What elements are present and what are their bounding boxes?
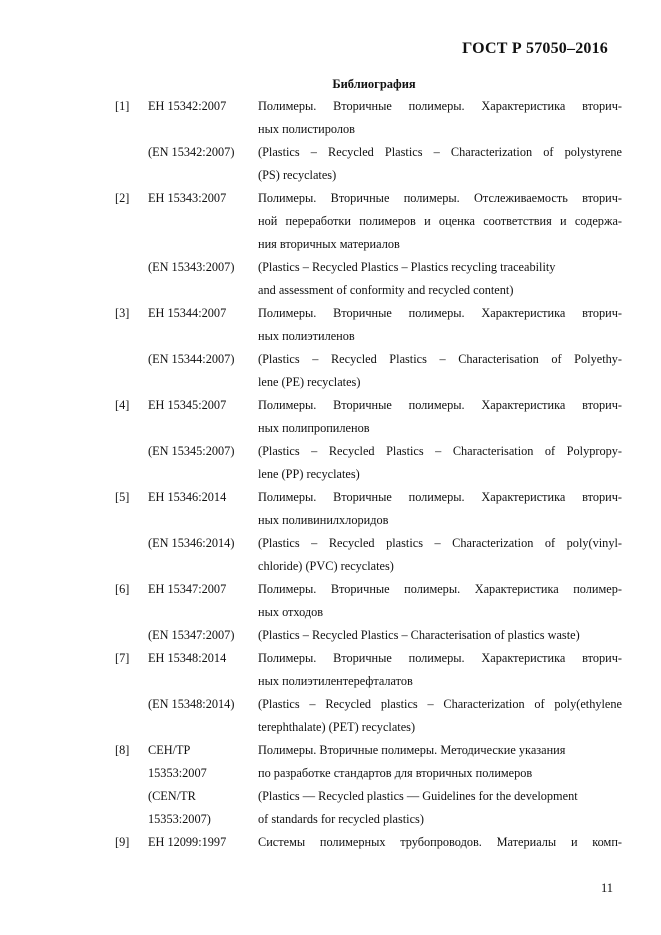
standard-title: Полимеры. Вторичные полимеры. Характеристика вторич- <box>258 398 622 412</box>
document-code: ГОСТ Р 57050–2016 <box>462 40 608 57</box>
standard-code: 15353:2007 <box>148 766 207 780</box>
entry-line <box>0 144 661 167</box>
standard-title: (Plastics – Recycled Plastics – Characterisation of plastics waste) <box>258 628 580 642</box>
standard-code: ЕН 15344:2007 <box>148 306 227 320</box>
standard-title: Полимеры. Вторичные полимеры. Методические указания <box>258 743 566 757</box>
standard-title: (Plastics – Recycled Plastics – Characterization of polystyrene <box>258 145 622 159</box>
standard-title: Полимеры. Вторичные полимеры. Характеристика полимер- <box>258 582 622 596</box>
entry-russian-reference <box>0 650 661 696</box>
entry-line <box>0 328 661 351</box>
entry-english-reference <box>0 144 661 190</box>
bibliography-title: Библиография <box>332 77 416 91</box>
standard-code: (EN 15345:2007) <box>148 444 235 458</box>
entry-line <box>0 558 661 581</box>
entry-english-reference <box>0 696 661 742</box>
entry-line <box>0 305 661 328</box>
bibliography-list <box>0 98 661 857</box>
standard-title: Полимеры. Вторичные полимеры. Характеристика вторич- <box>258 99 622 113</box>
bibliography-entry <box>0 742 661 834</box>
entry-number: [2] <box>115 191 130 205</box>
standard-code: ЕН 15342:2007 <box>148 99 227 113</box>
standard-title: по разработке стандартов для вторичных полимеров <box>258 766 533 780</box>
entry-russian-reference <box>0 397 661 443</box>
entry-line <box>0 811 661 834</box>
bibliography-entry <box>0 305 661 397</box>
entry-line <box>0 765 661 788</box>
standard-title: Полимеры. Вторичные полимеры. Характеристика вторич- <box>258 306 622 320</box>
entry-number: [1] <box>115 99 130 113</box>
standard-title: ных отходов <box>258 605 324 619</box>
standard-title: ных полиэтилентерефталатов <box>258 674 413 688</box>
entry-line <box>0 535 661 558</box>
standard-title: lene (PE) recyclates) <box>258 375 361 389</box>
standard-code: ЕН 15347:2007 <box>148 582 227 596</box>
bibliography-entry <box>0 489 661 581</box>
entry-line <box>0 581 661 604</box>
standard-code: (EN 15346:2014) <box>148 536 235 550</box>
standard-title: and assessment of conformity and recycled content) <box>258 283 514 297</box>
page-number: 11 <box>600 881 613 895</box>
standard-code: ЕН 15343:2007 <box>148 191 227 205</box>
entry-line <box>0 489 661 512</box>
entry-english-reference <box>0 627 661 650</box>
bibliography-entry <box>0 834 661 857</box>
entry-line <box>0 397 661 420</box>
entry-line <box>0 167 661 190</box>
entry-line <box>0 673 661 696</box>
standard-title: (Plastics – Recycled plastics – Characterization of poly(vinyl- <box>258 536 622 550</box>
standard-title: Полимеры. Вторичные полимеры. Отслеживаемость вторич- <box>258 191 622 205</box>
entry-line <box>0 512 661 535</box>
standard-code: ЕН 12099:1997 <box>148 835 227 849</box>
entry-line <box>0 121 661 144</box>
entry-line <box>0 466 661 489</box>
standard-title: (Plastics – Recycled Plastics – Characterisation of Polypropy- <box>258 444 622 458</box>
entry-russian-reference <box>0 581 661 627</box>
entry-english-reference <box>0 535 661 581</box>
bibliography-entry <box>0 397 661 489</box>
entry-line <box>0 719 661 742</box>
entry-line <box>0 650 661 673</box>
standard-code: (CEN/TR <box>148 789 196 803</box>
bibliography-entry <box>0 581 661 650</box>
standard-title: ных полипропиленов <box>258 421 370 435</box>
standard-title: ных полиэтиленов <box>258 329 355 343</box>
entry-number: [6] <box>115 582 130 596</box>
entry-number: [3] <box>115 306 130 320</box>
entry-english-reference <box>0 788 661 834</box>
entry-line <box>0 351 661 374</box>
bibliography-entry <box>0 190 661 305</box>
entry-line <box>0 236 661 259</box>
standard-title: Системы полимерных трубопроводов. Материалы и комп- <box>258 835 622 849</box>
standard-title: lene (PP) recyclates) <box>258 467 360 481</box>
standard-title: ных поливинилхлоридов <box>258 513 389 527</box>
entry-line <box>0 213 661 236</box>
entry-russian-reference <box>0 834 661 857</box>
standard-code: ЕН 15346:2014 <box>148 490 227 504</box>
entry-line <box>0 420 661 443</box>
entry-english-reference <box>0 259 661 305</box>
standard-code: (EN 15348:2014) <box>148 697 235 711</box>
entry-number: [8] <box>115 743 130 757</box>
entry-russian-reference <box>0 305 661 351</box>
entry-russian-reference <box>0 98 661 144</box>
entry-number: [9] <box>115 835 130 849</box>
standard-title: terephthalate) (PET) recyclates) <box>258 720 416 734</box>
standard-code: СЕН/ТР <box>148 743 191 757</box>
entry-line <box>0 696 661 719</box>
standard-title: (Plastics — Recycled plastics — Guidelines for the development <box>258 789 578 803</box>
entry-number: [5] <box>115 490 130 504</box>
standard-code: (EN 15342:2007) <box>148 145 235 159</box>
standard-title: ния вторичных материалов <box>258 237 400 251</box>
entry-line <box>0 788 661 811</box>
standard-title: (Plastics – Recycled plastics – Characterization of poly(ethylene <box>258 697 622 711</box>
bibliography-entry <box>0 98 661 190</box>
entry-line <box>0 443 661 466</box>
standard-title: of standards for recycled plastics) <box>258 812 424 826</box>
standard-title: Полимеры. Вторичные полимеры. Характеристика вторич- <box>258 490 622 504</box>
standard-title: ных полистиролов <box>258 122 355 136</box>
entry-line <box>0 627 661 650</box>
standard-code: (EN 15344:2007) <box>148 352 235 366</box>
entry-russian-reference <box>0 742 661 788</box>
standard-title: (Plastics – Recycled Plastics – Characterisation of Polyethy- <box>258 352 622 366</box>
standard-title: ной переработки полимеров и оценка соответствия и содержа- <box>258 214 622 228</box>
entry-line <box>0 374 661 397</box>
standard-code: (EN 15343:2007) <box>148 260 235 274</box>
entry-number: [7] <box>115 651 130 665</box>
standard-code: 15353:2007) <box>148 812 211 826</box>
entry-english-reference <box>0 351 661 397</box>
standard-code: ЕН 15345:2007 <box>148 398 227 412</box>
entry-line <box>0 834 661 857</box>
standard-title: (Plastics – Recycled Plastics – Plastics recycling traceability <box>258 260 556 274</box>
bibliography-entry <box>0 650 661 742</box>
entry-english-reference <box>0 443 661 489</box>
entry-russian-reference <box>0 190 661 259</box>
entry-line <box>0 259 661 282</box>
entry-line <box>0 98 661 121</box>
entry-number: [4] <box>115 398 130 412</box>
standard-code: ЕН 15348:2014 <box>148 651 227 665</box>
entry-line <box>0 282 661 305</box>
standard-title: Полимеры. Вторичные полимеры. Характеристика вторич- <box>258 651 622 665</box>
standard-title: chloride) (PVC) recyclates) <box>258 559 394 573</box>
entry-line <box>0 604 661 627</box>
entry-line <box>0 742 661 765</box>
entry-russian-reference <box>0 489 661 535</box>
standard-title: (PS) recyclates) <box>258 168 337 182</box>
entry-line <box>0 190 661 213</box>
standard-code: (EN 15347:2007) <box>148 628 235 642</box>
